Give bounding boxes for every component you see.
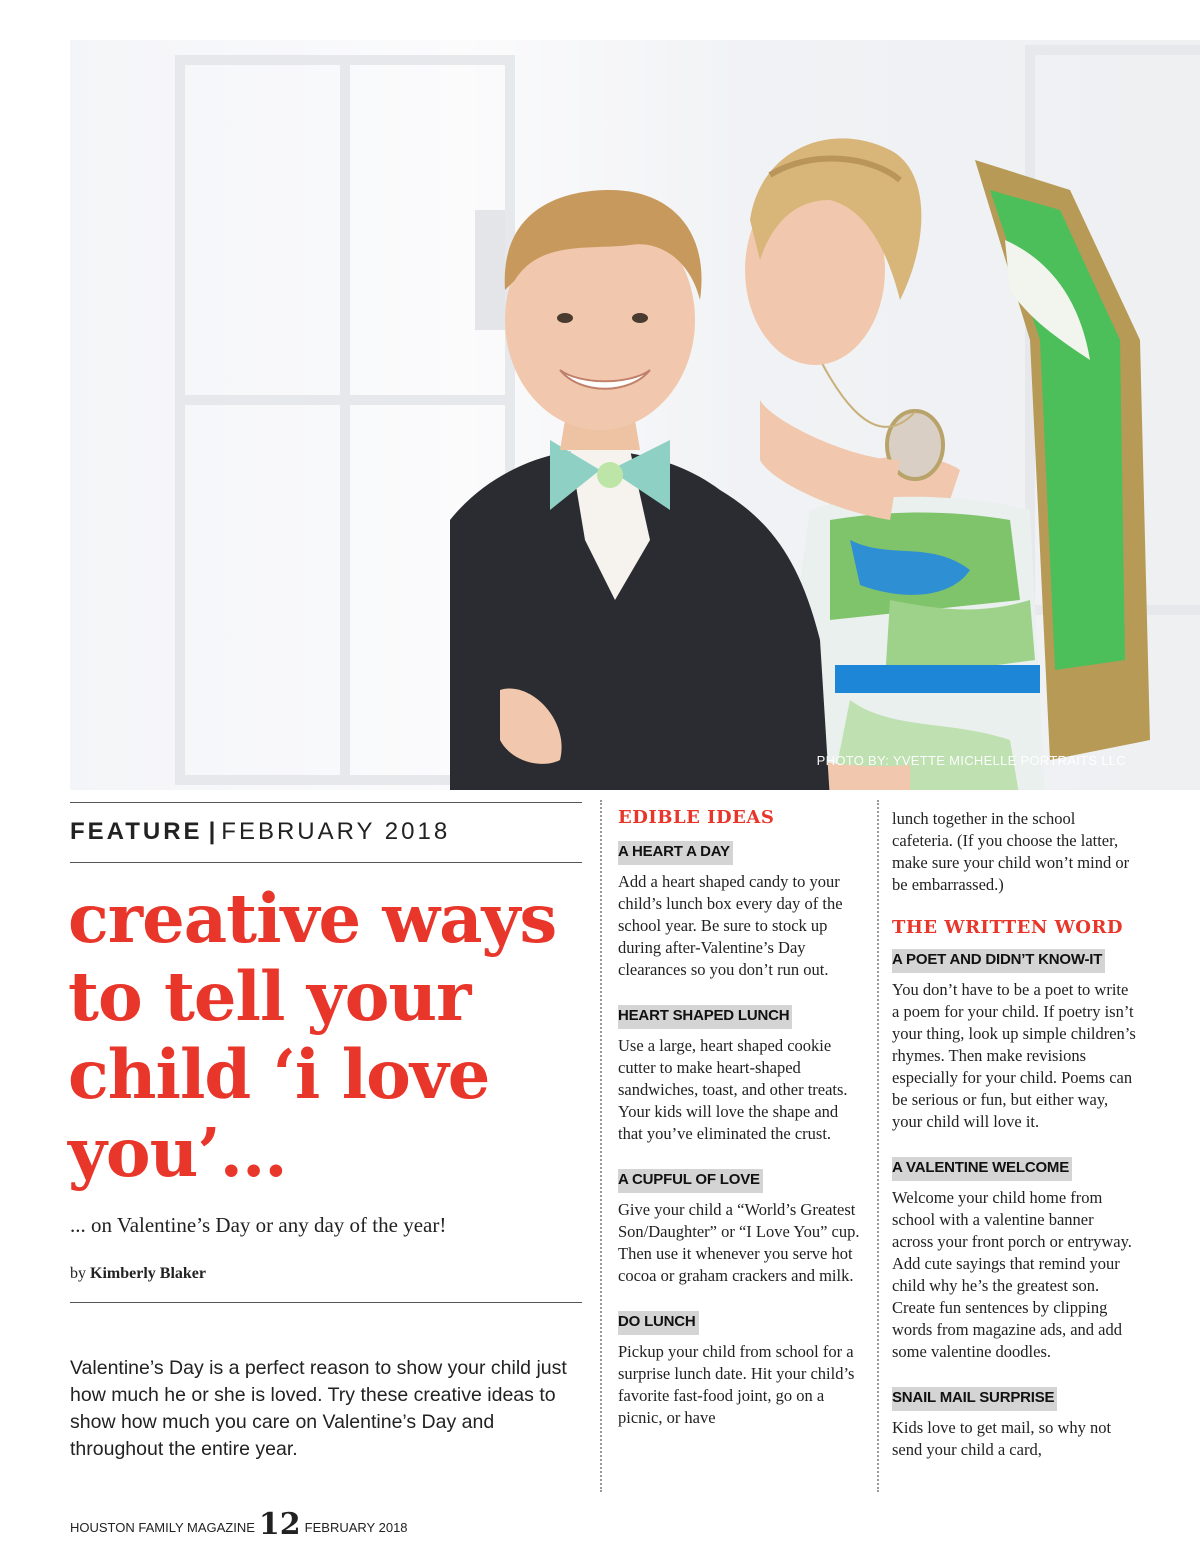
hero-photo-illustration bbox=[70, 40, 1200, 790]
kicker-section: FEATURE bbox=[70, 818, 203, 845]
item-heart-a-day bbox=[618, 840, 863, 981]
item-text: You don’t have to be a poet to write a poem for your child. If poetry isn’t your thing, look up simple children’s rhymes. Then make revisions especially for your child. Poems can be serious or fun, but either way, your child will love it. bbox=[892, 980, 1136, 1131]
section-kicker bbox=[70, 818, 450, 846]
item-valentine-welcome bbox=[892, 1156, 1137, 1363]
page-footer bbox=[70, 1507, 408, 1542]
byline-author: Kimberly Blaker bbox=[90, 1265, 206, 1282]
article-intro: Valentine’s Day is a perfect reason to show your child just how much he or she is loved. Try these creative ideas to show how much you care on Valentine’s Day and throughout the entire year. bbox=[70, 1357, 567, 1460]
item-do-lunch bbox=[618, 1310, 863, 1429]
article-dek: ... on Valentine’s Day or any day of the year! bbox=[70, 1213, 447, 1237]
subhead: A POET AND DIDN’T KNOW-IT bbox=[892, 949, 1105, 973]
item-text: Welcome your child home from school with a valentine banner across your front porch or entryway. Add cute sayings that remind your child why he’s the greatest son. Create fun sentences by clipping words from magazine ads, and add some valentine doodles. bbox=[892, 1188, 1132, 1361]
kicker-separator: | bbox=[208, 818, 216, 845]
column-divider-2 bbox=[877, 800, 879, 1492]
subhead: A CUPFUL OF LOVE bbox=[618, 1169, 763, 1193]
byline-rule bbox=[70, 1302, 582, 1303]
item-text: Use a large, heart shaped cookie cutter to make heart-shaped sandwiches, toast, and other treats. Your kids will love the shape and that you’ve eliminated the crust. bbox=[618, 1036, 848, 1143]
section-written-word: THE WRITTEN WORD bbox=[892, 917, 1124, 938]
column-edible-ideas bbox=[618, 806, 863, 1429]
footer-magazine: HOUSTON FAMILY MAGAZINE bbox=[70, 1519, 255, 1535]
hero-photo bbox=[70, 40, 1200, 790]
subhead: HEART SHAPED LUNCH bbox=[618, 1005, 792, 1029]
subhead: DO LUNCH bbox=[618, 1311, 699, 1335]
item-cupful-of-love bbox=[618, 1168, 863, 1287]
column-divider-1 bbox=[600, 800, 602, 1492]
byline-prefix: by bbox=[70, 1265, 86, 1282]
item-text: Pickup your child from school for a surprise lunch date. Hit your child’s favorite fast-food joint, go on a picnic, or have bbox=[618, 1342, 855, 1427]
kicker-issue: FEBRUARY 2018 bbox=[221, 818, 451, 845]
column-written-word bbox=[892, 808, 1137, 1461]
item-text: Give your child a “World’s Greatest Son/Daughter” or “I Love You” cup. Then use it whenever you serve hot cocoa or graham crackers and milk. bbox=[618, 1200, 860, 1285]
article-headline: creative ways to tell your child ‘i love you’... bbox=[68, 879, 557, 1192]
subhead: A VALENTINE WELCOME bbox=[892, 1157, 1072, 1181]
byline bbox=[70, 1265, 206, 1283]
top-rule bbox=[70, 802, 582, 803]
continued-text: lunch together in the school cafeteria. (If you choose the latter, make sure your child won’t mind or be embarrassed.) bbox=[892, 809, 1130, 894]
photo-credit: PHOTO BY: YVETTE MICHELLE PORTRAITS LLC bbox=[816, 753, 1126, 768]
footer-issue: FEBRUARY 2018 bbox=[304, 1519, 408, 1535]
item-text: Kids love to get mail, so why not send your child a card, bbox=[892, 1418, 1112, 1459]
subhead: A HEART A DAY bbox=[618, 841, 733, 865]
subhead: SNAIL MAIL SURPRISE bbox=[892, 1387, 1057, 1411]
item-heart-shaped-lunch bbox=[618, 1004, 863, 1145]
door-handle-plate bbox=[475, 210, 505, 330]
kicker-rule bbox=[70, 862, 582, 863]
item-text: Add a heart shaped candy to your child’s lunch box every day of the school year. Be sure to stock up during after-Valentine’s Day clearances so you don’t run out. bbox=[618, 872, 843, 979]
item-poet bbox=[892, 948, 1137, 1133]
section-edible-ideas: EDIBLE IDEAS bbox=[618, 807, 775, 828]
item-snail-mail bbox=[892, 1386, 1137, 1461]
page-number: 12 bbox=[258, 1507, 301, 1542]
